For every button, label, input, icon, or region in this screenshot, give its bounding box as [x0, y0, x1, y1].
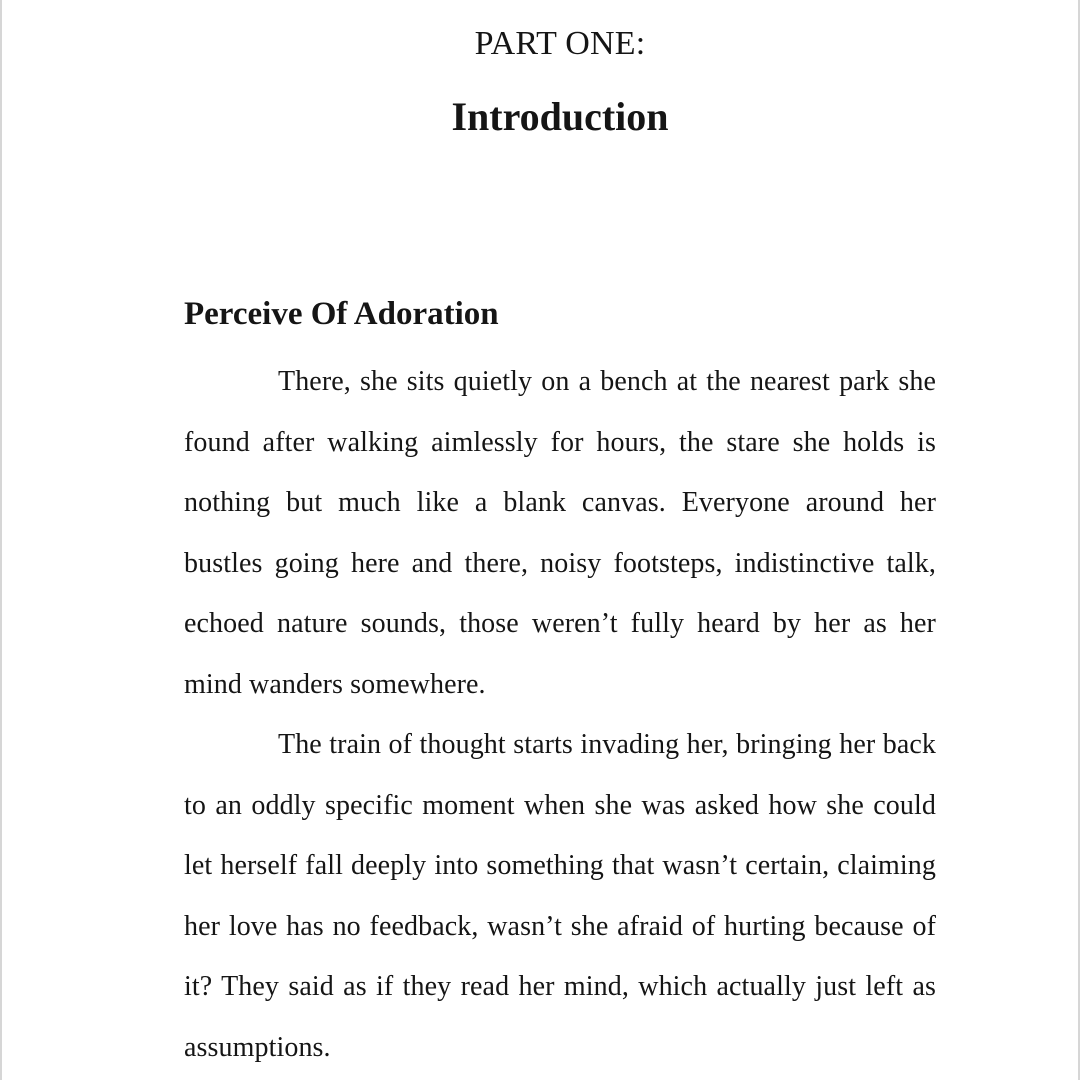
section-heading: Perceive Of Adoration — [184, 296, 499, 332]
part-label: PART ONE: — [474, 25, 646, 62]
body-text — [184, 352, 936, 1078]
chapter-title: Introduction — [451, 94, 669, 139]
paragraph-2: The train of thought starts invading her, bringing her back to an oddly specific moment when she was asked how she could let herself fall deeply into something that wasn’t certain, claiming her love has no feedback, wasn’t she afraid of hurting because of it? They said as if they read her mind, which actually just left as assumptions. — [184, 729, 936, 1063]
paragraph-1: There, she sits quietly on a bench at the nearest park she found after walking aimlessly for hours, the stare she holds is nothing but much like a blank canvas. Everyone around her bustles going here and there, noisy footsteps, indistinctive talk, echoed nature sounds, those weren’t fully heard by her as her mind wanders somewhere. — [184, 366, 936, 700]
